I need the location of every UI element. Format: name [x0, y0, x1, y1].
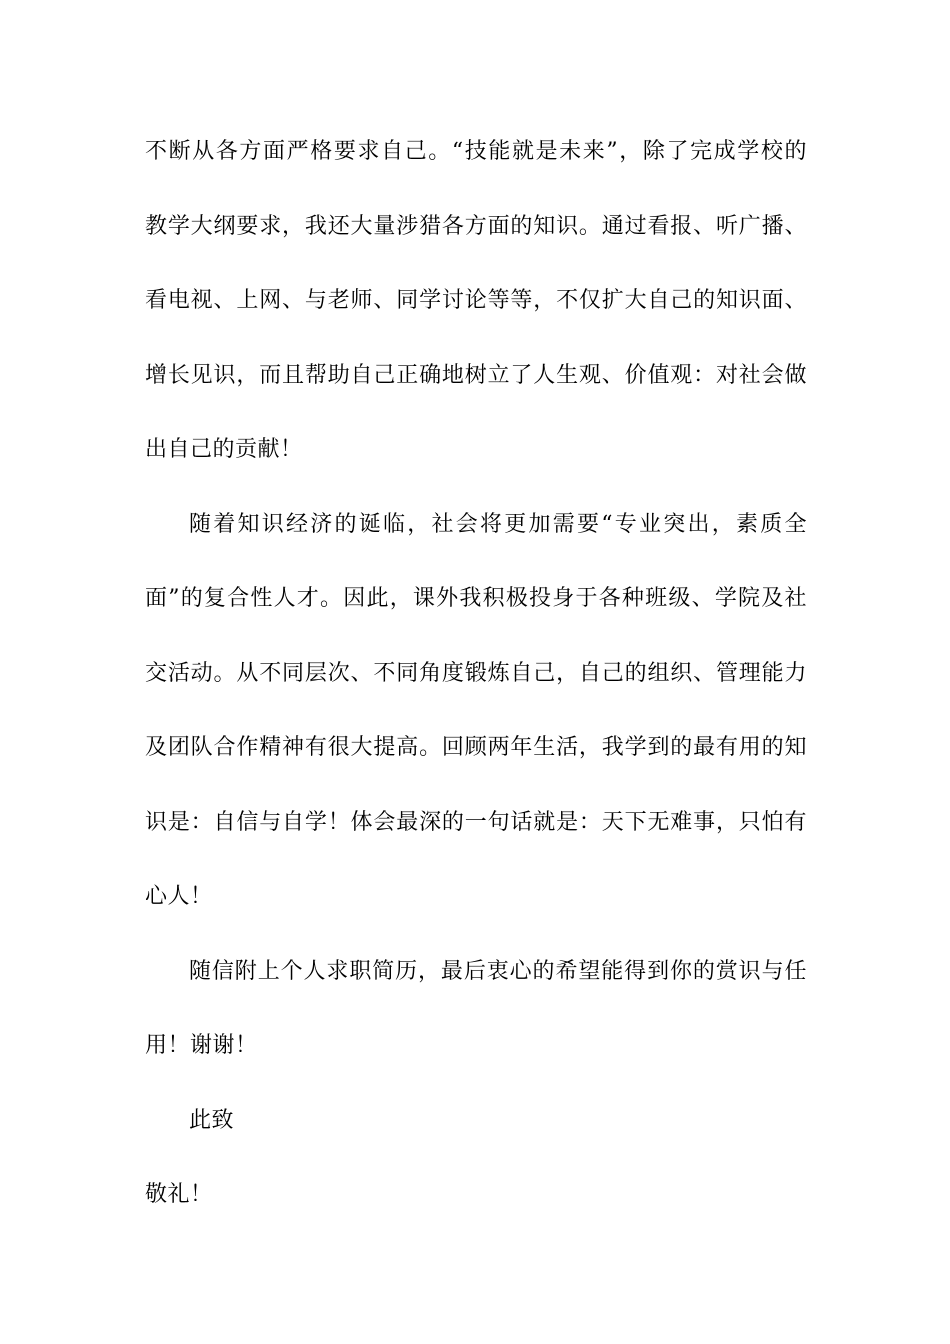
text-line: 用！谢谢！ — [145, 1033, 258, 1058]
text-line: 增长见识，而且帮助自己正确地树立了人生观、价值观：对社会做 — [145, 363, 807, 388]
text-line: 随着知识经济的诞临，社会将更加需要“专业突出，素质全 — [189, 512, 807, 537]
text-line: 随信附上个人求职简历，最后衷心的希望能得到你的赏识与任 — [189, 959, 807, 984]
closing-salutation: 此致 — [189, 1108, 235, 1133]
text-line: 看电视、上网、与老师、同学讨论等等，不仅扩大自己的知识面、 — [145, 288, 807, 313]
closing-regards: 敬礼！ — [145, 1182, 213, 1207]
text-line: 教学大纲要求，我还大量涉猎各方面的知识。通过看报、听广播、 — [145, 214, 807, 239]
text-line: 面”的复合性人才。因此，课外我积极投身于各种班级、学院及社 — [145, 586, 807, 611]
text-line: 出自己的贡献！ — [145, 437, 303, 462]
text-line: 心人！ — [145, 884, 213, 909]
text-line: 不断从各方面严格要求自己。“技能就是未来”，除了完成学校的 — [145, 139, 807, 164]
text-line: 识是：自信与自学！体会最深的一句话就是：天下无难事，只怕有 — [145, 810, 807, 835]
text-line: 及团队合作精神有很大提高。回顾两年生活，我学到的最有用的知 — [145, 735, 807, 760]
text-line: 交活动。从不同层次、不同角度锻炼自己，自己的组织、管理能力 — [145, 661, 807, 686]
